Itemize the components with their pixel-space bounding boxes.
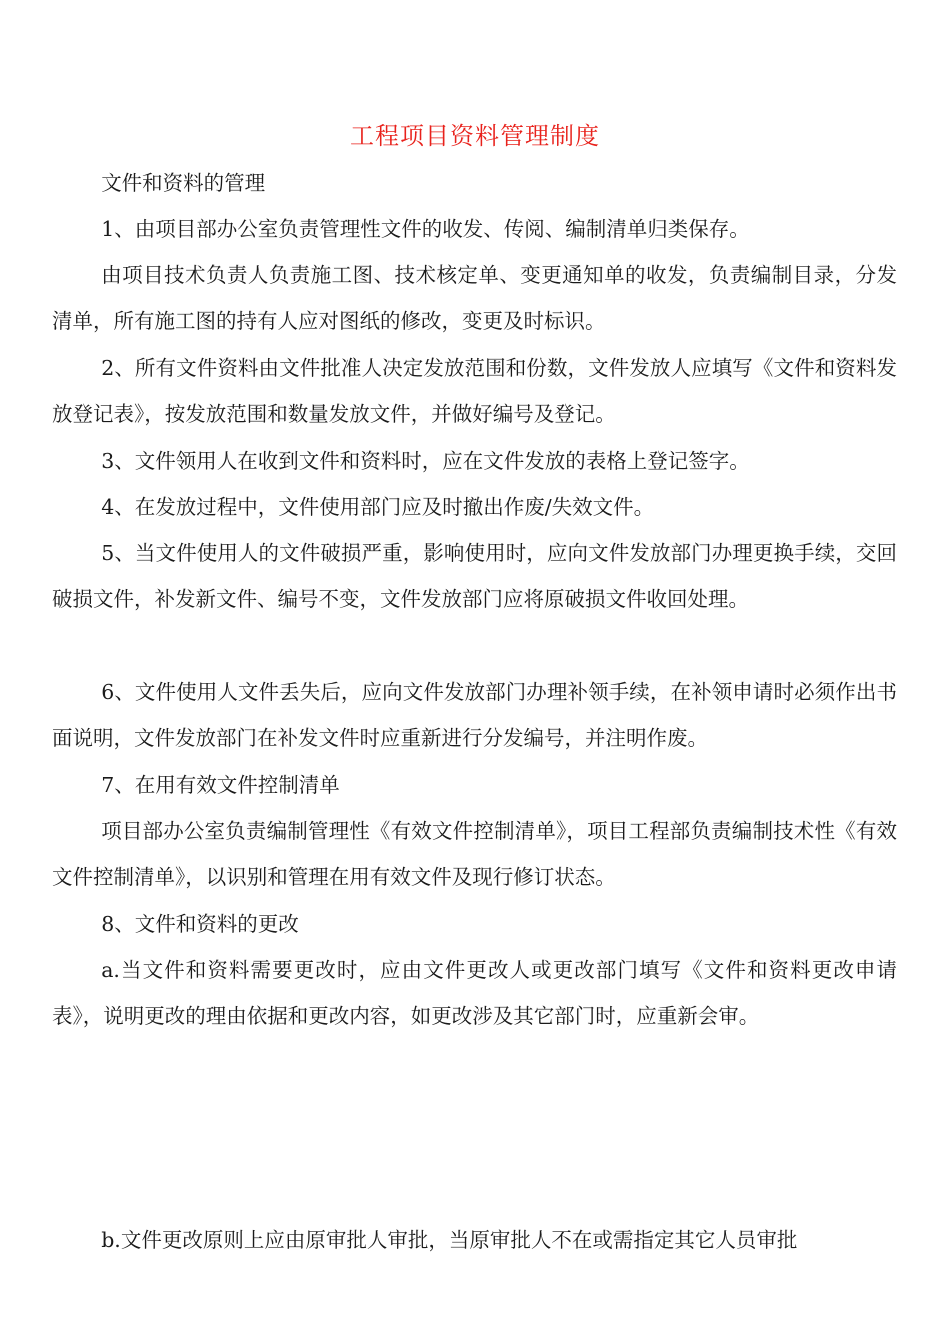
document-title: 工程项目资料管理制度 [350,122,600,150]
paragraph-1: 1、由项目部办公室负责管理性文件的收发、传阅、编制清单归类保存。 [101,217,750,241]
paragraph-control-list: 项目部办公室负责编制管理性《有效文件控制清单》，项目工程部负责编制技术性《有效文件控制清单》，以识别和管理在用有效文件及现行修订状态。 [52,819,897,889]
paragraph-2: 2、所有文件资料由文件批准人决定发放范围和份数，文件发放人应填写《文件和资料发放登记表》，按发放范围和数量发放文件，并做好编号及登记。 [52,356,897,426]
paragraph-8b: b.文件更改原则上应由原审批人审批，当原审批人不在或需指定其它人员审批 [101,1228,798,1252]
paragraph-4: 4、在发放过程中，文件使用部门应及时撤出作废/失效文件。 [101,495,655,519]
paragraph-5: 5、当文件使用人的文件破损严重，影响使用时，应向文件发放部门办理更换手续，交回破损文件，补发新文件、编号不变，文件发放部门应将原破损文件收回处理。 [52,541,897,611]
paragraph-7: 7、在用有效文件控制清单 [101,773,340,797]
paragraph-8a: a.当文件和资料需要更改时，应由文件更改人或更改部门填写《文件和资料更改申请表》，说明更改的理由依据和更改内容，如更改涉及其它部门时，应重新会审。 [52,958,897,1028]
section-heading: 文件和资料的管理 [101,171,266,195]
paragraph-3: 3、文件领用人在收到文件和资料时，应在文件发放的表格上登记签字。 [101,449,750,473]
paragraph-8: 8、文件和资料的更改 [101,912,299,936]
paragraph-technical: 由项目技术负责人负责施工图、技术核定单、变更通知单的收发，负责编制目录，分发清单，所有施工图的持有人应对图纸的修改，变更及时标识。 [52,263,897,333]
paragraph-6: 6、文件使用人文件丢失后，应向文件发放部门办理补领手续，在补领申请时必须作出书面说明，文件发放部门在补发文件时应重新进行分发编号，并注明作废。 [52,680,897,750]
